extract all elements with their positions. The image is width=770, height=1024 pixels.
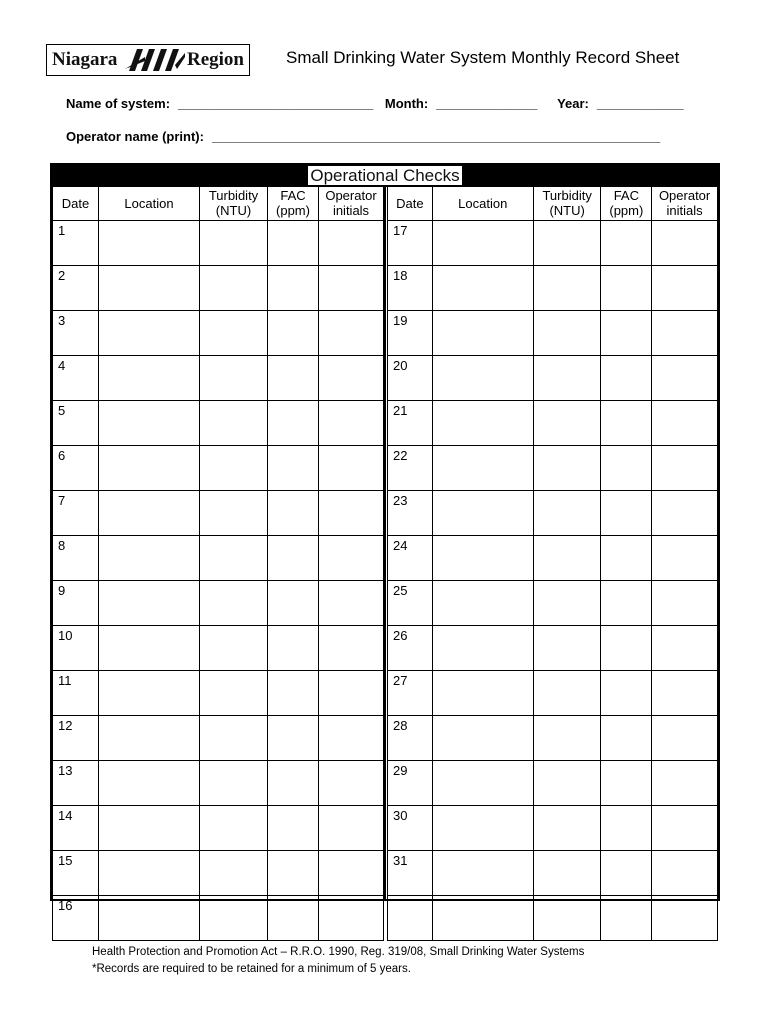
date-cell: 31	[388, 851, 433, 896]
niagara-region-logo	[46, 44, 250, 76]
location-cell[interactable]	[99, 221, 200, 266]
operator-initials-cell[interactable]	[652, 401, 718, 446]
operator-initials-cell[interactable]	[319, 446, 384, 491]
operator-initials-cell[interactable]	[319, 536, 384, 581]
date-cell: 10	[53, 626, 99, 671]
location-cell[interactable]	[432, 896, 533, 941]
header-row	[388, 186, 718, 221]
operator-initials-cell[interactable]	[319, 761, 384, 806]
operator-initials-cell[interactable]	[319, 581, 384, 626]
table-row	[388, 401, 718, 446]
location-cell[interactable]	[99, 401, 200, 446]
turbidity-cell[interactable]	[200, 311, 268, 356]
location-cell[interactable]	[99, 446, 200, 491]
fac-cell[interactable]	[268, 221, 319, 266]
table-row	[53, 491, 384, 536]
table-row	[388, 446, 718, 491]
fac-cell[interactable]	[601, 446, 652, 491]
location-cell[interactable]	[432, 581, 533, 626]
system-fields-row	[66, 96, 692, 111]
turbidity-cell[interactable]	[200, 446, 268, 491]
operator-initials-cell[interactable]	[319, 221, 384, 266]
table-row	[388, 851, 718, 896]
table-row	[388, 716, 718, 761]
location-cell[interactable]	[99, 671, 200, 716]
date-cell: 27	[388, 671, 433, 716]
fac-cell[interactable]	[268, 581, 319, 626]
table-row	[388, 626, 718, 671]
turbidity-cell[interactable]	[533, 536, 601, 581]
date-cell: 13	[53, 761, 99, 806]
table-row	[388, 536, 718, 581]
table-row	[388, 491, 718, 536]
table-title: Operational Checks	[310, 166, 460, 185]
col-fac-header: FAC (ppm)	[268, 186, 319, 221]
turbidity-cell[interactable]	[533, 581, 601, 626]
date-cell: 17	[388, 221, 433, 266]
fac-cell[interactable]	[601, 806, 652, 851]
table-row	[53, 401, 384, 446]
col-operator-header: Operator initials	[319, 186, 384, 221]
turbidity-cell[interactable]	[533, 626, 601, 671]
fac-cell[interactable]	[601, 671, 652, 716]
col-fac-header: FAC (ppm)	[601, 186, 652, 221]
date-cell: 16	[53, 896, 99, 941]
col-turbidity-header: Turbidity (NTU)	[533, 186, 601, 221]
date-cell: 7	[53, 491, 99, 536]
location-cell[interactable]	[432, 266, 533, 311]
fac-cell[interactable]	[601, 311, 652, 356]
table-row	[53, 536, 384, 581]
fac-cell[interactable]	[268, 761, 319, 806]
turbidity-cell[interactable]	[533, 851, 601, 896]
turbidity-cell[interactable]	[200, 896, 268, 941]
table-row	[53, 311, 384, 356]
location-cell[interactable]	[432, 491, 533, 536]
operator-initials-cell[interactable]	[319, 356, 384, 401]
turbidity-cell[interactable]	[533, 311, 601, 356]
location-cell[interactable]	[432, 311, 533, 356]
location-cell[interactable]	[432, 716, 533, 761]
operator-initials-cell[interactable]	[319, 851, 384, 896]
operator-initials-cell[interactable]	[319, 311, 384, 356]
date-cell: 8	[53, 536, 99, 581]
turbidity-cell[interactable]	[533, 806, 601, 851]
location-cell[interactable]	[432, 356, 533, 401]
year-line[interactable]: ____________	[596, 96, 684, 111]
location-cell[interactable]	[432, 446, 533, 491]
table-row	[388, 581, 718, 626]
operator-initials-cell[interactable]	[652, 221, 718, 266]
system-name-label: Name of system:	[66, 96, 171, 111]
turbidity-cell[interactable]	[200, 221, 268, 266]
location-cell[interactable]	[99, 311, 200, 356]
operator-initials-cell[interactable]	[652, 851, 718, 896]
table-row	[388, 806, 718, 851]
location-cell[interactable]	[99, 896, 200, 941]
location-cell[interactable]	[99, 716, 200, 761]
location-cell[interactable]	[432, 851, 533, 896]
fac-cell[interactable]	[268, 851, 319, 896]
turbidity-cell[interactable]	[533, 356, 601, 401]
location-cell[interactable]	[432, 806, 533, 851]
location-cell[interactable]	[432, 761, 533, 806]
table-row	[53, 266, 384, 311]
right-half-table	[387, 185, 718, 941]
table-row	[388, 266, 718, 311]
fac-cell[interactable]	[268, 356, 319, 401]
footer-retention-note: *Records are required to be retained for a minimum of 5 years.	[92, 963, 411, 975]
fac-cell[interactable]	[268, 896, 319, 941]
turbidity-cell[interactable]	[200, 761, 268, 806]
turbidity-cell[interactable]	[200, 626, 268, 671]
location-cell[interactable]	[432, 401, 533, 446]
turbidity-cell[interactable]	[200, 716, 268, 761]
date-cell: 24	[388, 536, 433, 581]
location-cell[interactable]	[432, 536, 533, 581]
fac-cell[interactable]	[268, 671, 319, 716]
logo-text-right: Region	[187, 49, 244, 70]
turbidity-cell[interactable]	[200, 266, 268, 311]
fac-cell[interactable]	[601, 581, 652, 626]
date-cell: 26	[388, 626, 433, 671]
turbidity-cell[interactable]	[200, 356, 268, 401]
fac-cell[interactable]	[601, 491, 652, 536]
operator-initials-cell[interactable]	[319, 401, 384, 446]
fac-cell[interactable]	[601, 896, 652, 941]
fac-cell[interactable]	[268, 266, 319, 311]
date-cell: 14	[53, 806, 99, 851]
table-row	[53, 716, 384, 761]
month-label: Month:	[384, 96, 429, 111]
location-cell[interactable]	[99, 536, 200, 581]
table-row	[53, 851, 384, 896]
document-title: Small Drinking Water System Monthly Record Sheet	[286, 48, 680, 67]
turbidity-cell[interactable]	[200, 581, 268, 626]
location-cell[interactable]	[432, 626, 533, 671]
operator-initials-cell[interactable]	[652, 806, 718, 851]
operator-initials-cell[interactable]	[652, 446, 718, 491]
date-cell: 19	[388, 311, 433, 356]
fac-cell[interactable]	[601, 536, 652, 581]
date-cell: 25	[388, 581, 433, 626]
date-cell: 18	[388, 266, 433, 311]
date-cell: 15	[53, 851, 99, 896]
table-row	[53, 356, 384, 401]
fac-cell[interactable]	[268, 311, 319, 356]
turbidity-cell[interactable]	[200, 401, 268, 446]
table-row	[388, 356, 718, 401]
date-cell	[388, 896, 433, 941]
turbidity-cell[interactable]	[200, 491, 268, 536]
fac-cell[interactable]	[601, 761, 652, 806]
operator-name-line[interactable]: ______________________________________________________________	[211, 129, 661, 144]
turbidity-cell[interactable]	[533, 761, 601, 806]
footer-legislation: Health Protection and Promotion Act – R.R.O. 1990, Reg. 319/08, Small Drinking Water Systems	[92, 946, 585, 958]
operator-name-label: Operator name (print):	[66, 129, 204, 144]
col-operator-header: Operator initials	[652, 186, 718, 221]
operator-initials-cell[interactable]	[652, 356, 718, 401]
operator-initials-cell[interactable]	[319, 626, 384, 671]
date-cell: 3	[53, 311, 99, 356]
table-row	[388, 221, 718, 266]
turbidity-cell[interactable]	[200, 806, 268, 851]
col-turbidity-header: Turbidity (NTU)	[200, 186, 268, 221]
operator-initials-cell[interactable]	[319, 491, 384, 536]
operator-initials-cell[interactable]	[652, 581, 718, 626]
fac-cell[interactable]	[268, 806, 319, 851]
fac-cell[interactable]	[268, 626, 319, 671]
table-row	[53, 671, 384, 716]
date-cell: 29	[388, 761, 433, 806]
fac-cell[interactable]	[268, 401, 319, 446]
system-name-line[interactable]: ___________________________	[178, 96, 374, 111]
date-cell: 2	[53, 266, 99, 311]
operator-initials-cell[interactable]	[319, 806, 384, 851]
turbidity-cell[interactable]	[533, 896, 601, 941]
table-row	[53, 221, 384, 266]
operator-initials-cell[interactable]	[319, 716, 384, 761]
operational-checks-table	[50, 163, 720, 913]
fac-cell[interactable]	[601, 716, 652, 761]
logo-text-left: Niagara	[52, 49, 118, 70]
operator-initials-cell[interactable]	[652, 491, 718, 536]
location-cell[interactable]	[99, 626, 200, 671]
operator-initials-cell[interactable]	[319, 671, 384, 716]
col-location-header: Location	[432, 186, 533, 221]
turbidity-cell[interactable]	[200, 851, 268, 896]
month-line[interactable]: ______________	[436, 96, 538, 111]
turbidity-cell[interactable]	[533, 221, 601, 266]
operator-initials-cell[interactable]	[319, 896, 384, 941]
table-row	[53, 581, 384, 626]
fac-cell[interactable]	[601, 221, 652, 266]
operator-initials-cell[interactable]	[652, 266, 718, 311]
table-row	[388, 761, 718, 806]
fac-cell[interactable]	[601, 356, 652, 401]
footer-notes	[92, 944, 584, 978]
date-cell: 28	[388, 716, 433, 761]
table-row	[53, 761, 384, 806]
date-cell: 22	[388, 446, 433, 491]
fac-cell[interactable]	[268, 716, 319, 761]
table-row	[53, 626, 384, 671]
table-row	[53, 806, 384, 851]
turbidity-cell[interactable]	[533, 671, 601, 716]
table-row	[388, 311, 718, 356]
fac-cell[interactable]	[601, 626, 652, 671]
operator-initials-cell[interactable]	[652, 761, 718, 806]
fac-cell[interactable]	[268, 536, 319, 581]
table-row	[53, 446, 384, 491]
turbidity-cell[interactable]	[533, 716, 601, 761]
date-cell: 21	[388, 401, 433, 446]
date-cell: 4	[53, 356, 99, 401]
fac-cell[interactable]	[268, 491, 319, 536]
turbidity-cell[interactable]	[533, 266, 601, 311]
operator-initials-cell[interactable]	[652, 311, 718, 356]
operator-initials-cell[interactable]	[652, 536, 718, 581]
turbidity-cell[interactable]	[200, 536, 268, 581]
location-cell[interactable]	[432, 671, 533, 716]
region-stripes-icon	[123, 47, 187, 73]
date-cell: 30	[388, 806, 433, 851]
header-row	[53, 186, 384, 221]
operator-initials-cell[interactable]	[319, 266, 384, 311]
date-cell: 11	[53, 671, 99, 716]
table-row	[388, 671, 718, 716]
col-date-header: Date	[53, 186, 99, 221]
date-cell: 5	[53, 401, 99, 446]
location-cell[interactable]	[99, 761, 200, 806]
location-cell[interactable]	[99, 491, 200, 536]
date-cell: 20	[388, 356, 433, 401]
year-label: Year:	[557, 96, 589, 111]
date-cell: 12	[53, 716, 99, 761]
date-cell: 1	[53, 221, 99, 266]
fac-cell[interactable]	[268, 446, 319, 491]
turbidity-cell[interactable]	[533, 401, 601, 446]
location-cell[interactable]	[432, 221, 533, 266]
location-cell[interactable]	[99, 581, 200, 626]
date-cell: 6	[53, 446, 99, 491]
location-cell[interactable]	[99, 806, 200, 851]
fac-cell[interactable]	[601, 401, 652, 446]
location-cell[interactable]	[99, 266, 200, 311]
col-location-header: Location	[99, 186, 200, 221]
turbidity-cell[interactable]	[533, 446, 601, 491]
turbidity-cell[interactable]	[200, 671, 268, 716]
operator-initials-cell[interactable]	[652, 671, 718, 716]
table-row	[53, 896, 384, 941]
fac-cell[interactable]	[601, 266, 652, 311]
left-half-table	[52, 185, 384, 941]
operator-initials-cell[interactable]	[652, 896, 718, 941]
date-cell: 23	[388, 491, 433, 536]
location-cell[interactable]	[99, 851, 200, 896]
operator-fields-row	[66, 129, 668, 144]
table-row	[388, 896, 718, 941]
location-cell[interactable]	[99, 356, 200, 401]
date-cell: 9	[53, 581, 99, 626]
operator-initials-cell[interactable]	[652, 626, 718, 671]
turbidity-cell[interactable]	[533, 491, 601, 536]
col-date-header: Date	[388, 186, 433, 221]
fac-cell[interactable]	[601, 851, 652, 896]
operator-initials-cell[interactable]	[652, 716, 718, 761]
